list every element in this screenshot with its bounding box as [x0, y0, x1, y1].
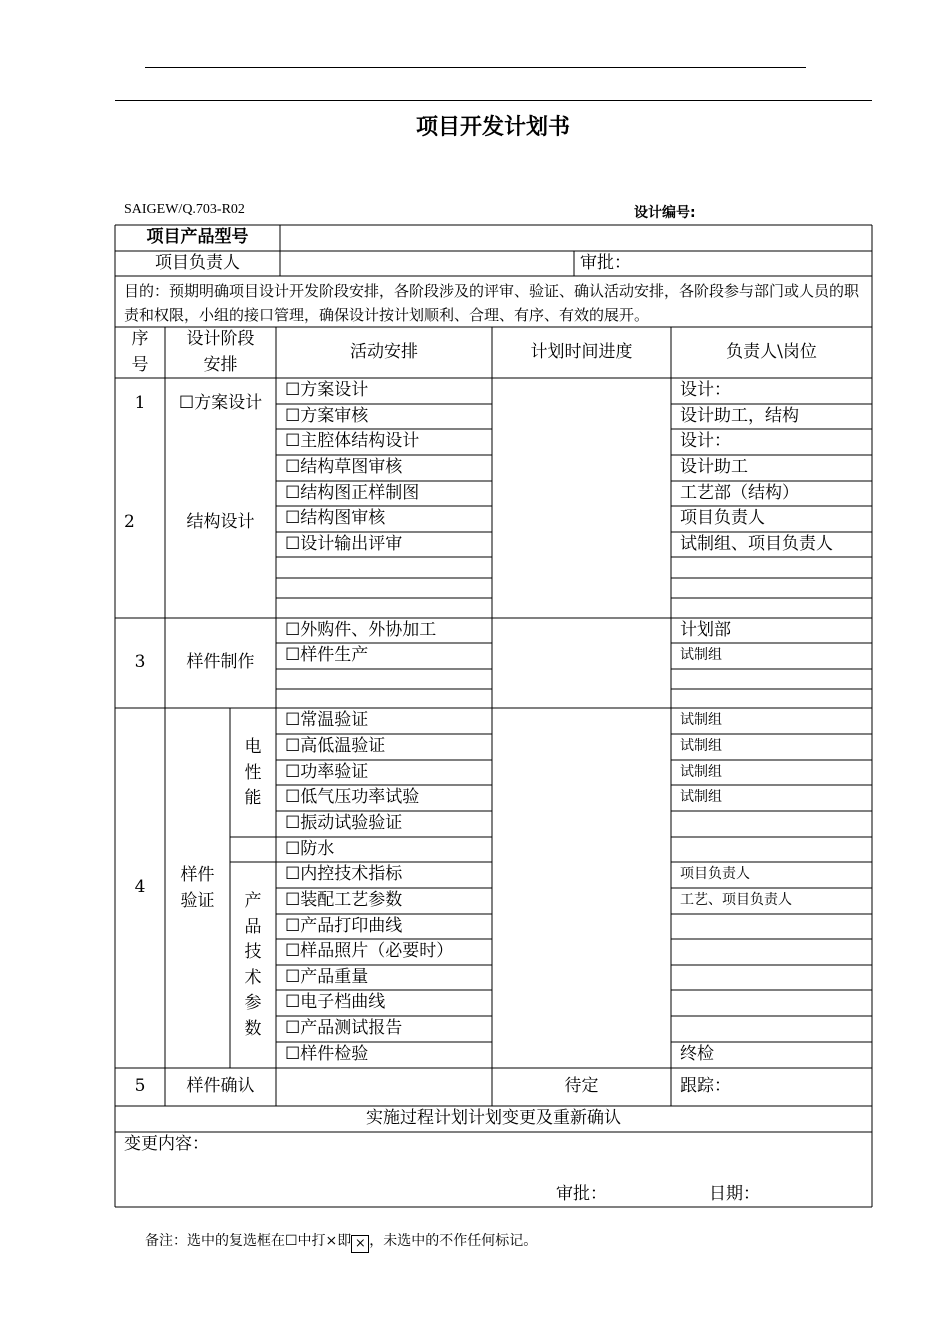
sub-product-char: 产 [244, 891, 262, 911]
note-text-after: ，未选中的不作任何标记。 [369, 1233, 538, 1249]
owner-label: 项目负责人 [155, 253, 240, 273]
activity-cell: ☐方案审核 [285, 405, 369, 426]
change-header: 实施过程计划计划变更及重新确认 [366, 1108, 621, 1128]
activity-cell: ☐产品测试报告 [285, 1018, 403, 1039]
checked-box-icon: × [351, 1235, 369, 1253]
activity-cell: ☐外购件、外协加工 [285, 619, 437, 640]
activity-cell: ☐产品打印曲线 [285, 915, 403, 936]
sub-product-char: 数 [244, 1018, 262, 1039]
activity-cell: ☐内控技术指标 [285, 864, 403, 885]
owner-cell: 终检 [680, 1044, 714, 1065]
activity-cell: ☐防水 [285, 838, 335, 859]
col-seq [115, 327, 165, 378]
note-text-before: 备注：选中的复选框在☐中打×即 [145, 1233, 352, 1249]
owner-cell: 工艺部（结构） [680, 482, 799, 503]
sub-electrical-label [243, 735, 263, 812]
owner-cell: 设计： [680, 431, 731, 452]
stage-2-name: 结构设计 [186, 512, 255, 532]
activity-cell: ☐结构草图审核 [285, 457, 403, 478]
owner-cell: 试制组 [680, 647, 722, 664]
sub-product-label [243, 889, 263, 1042]
activity-cell: ☐主腔体结构设计 [285, 431, 420, 452]
col-schedule: 计划时间进度 [530, 342, 633, 362]
col-seq-line2: 号 [131, 354, 149, 375]
activity-cell: ☐振动试验验证 [285, 813, 403, 834]
stage-5-no: 5 [134, 1076, 146, 1096]
col-owner: 负责人\岗位 [726, 342, 817, 362]
change-date-label: 日期： [709, 1184, 760, 1204]
purpose-text: 目的：预期明确项目设计开发阶段安排，各阶段涉及的评审、验证、确认活动安排，各阶段参与部门或人员的职责和权限，小组的接口管理，确保设计按计划顺利、合理、有序、有效的展开。 [124, 282, 860, 324]
change-content-label: 变更内容： [124, 1134, 209, 1154]
page-title: 项目开发计划书 [415, 115, 570, 140]
model-label: 项目产品型号 [146, 227, 249, 247]
sub-product-char: 参 [244, 993, 262, 1013]
stage-5-name: 样件确认 [186, 1076, 255, 1096]
owner-cell: 试制组 [680, 789, 722, 806]
col-activity: 活动安排 [350, 342, 418, 362]
owner-cell: 试制组、项目负责人 [680, 533, 833, 554]
stage-4-name-line2: 验证 [180, 890, 215, 911]
change-approve-label: 审批： [556, 1184, 607, 1204]
design-number-label: 设计编号: [634, 205, 696, 221]
activity-cell: ☐样件检验 [285, 1044, 369, 1065]
owner-cell: 项目负责人 [680, 508, 765, 529]
activity-cell: ☐结构图审核 [285, 508, 386, 529]
stage-1-no: 1 [134, 393, 146, 413]
owner-cell: 试制组 [680, 738, 722, 755]
sub-electrical-char: 电 [244, 737, 262, 757]
owner-cell: 计划部 [680, 619, 731, 640]
owner-cell: 设计： [680, 380, 731, 401]
owner-cell: 设计助工，结构 [680, 405, 799, 426]
activity-cell: ☐方案设计 [285, 380, 369, 401]
owner-cell: 试制组 [680, 763, 722, 780]
sub-product-char: 术 [244, 967, 262, 988]
col-stage-line2: 安排 [203, 354, 238, 375]
activity-cell: ☐设计输出评审 [285, 533, 403, 554]
activity-cell: ☐电子档曲线 [285, 992, 386, 1013]
activity-cell: ☐样品照片（必要时） [285, 941, 454, 962]
sub-product-char: 品 [244, 916, 262, 937]
stage-3-no: 3 [134, 652, 146, 672]
stage-4-name [165, 863, 230, 914]
col-seq-line1: 序 [131, 329, 149, 349]
activity-cell: ☐高低温验证 [285, 736, 386, 757]
owner-cell: 项目负责人 [680, 866, 750, 883]
owner-cell: 设计助工 [680, 457, 748, 478]
activity-cell: ☐低气压功率试验 [285, 787, 420, 808]
stage-3-name: 样件制作 [186, 652, 255, 672]
activity-cell: ☐装配工艺参数 [285, 890, 403, 911]
sub-product-char: 技 [244, 942, 262, 962]
form-code: SAIGEW/Q.703-R02 [124, 202, 245, 217]
activity-cell: ☐功率验证 [285, 761, 369, 782]
sub-electrical-char: 性 [244, 762, 262, 783]
activity-cell: ☐结构图正样制图 [285, 482, 420, 503]
stage-4-no: 4 [134, 877, 146, 897]
stage-5-schedule: 待定 [564, 1076, 599, 1096]
stage-2-no: 2 [124, 512, 135, 532]
owner-cell: 工艺、项目负责人 [680, 892, 792, 909]
activity-cell: ☐产品重量 [285, 966, 369, 987]
approve-label: 审批： [580, 253, 631, 273]
col-stage-line1: 设计阶段 [186, 329, 255, 349]
owner-cell: 试制组 [680, 712, 722, 729]
stage-5-owner: 跟踪： [680, 1076, 731, 1096]
activity-cell: ☐常温验证 [285, 710, 369, 731]
activity-cell: ☐样件生产 [285, 645, 369, 666]
stage-4-name-line1: 样件 [180, 865, 215, 885]
stage-1-name: ☐方案设计 [178, 393, 263, 413]
col-stage [165, 327, 276, 378]
sub-electrical-char: 能 [244, 788, 262, 808]
footer-note [145, 1230, 537, 1253]
